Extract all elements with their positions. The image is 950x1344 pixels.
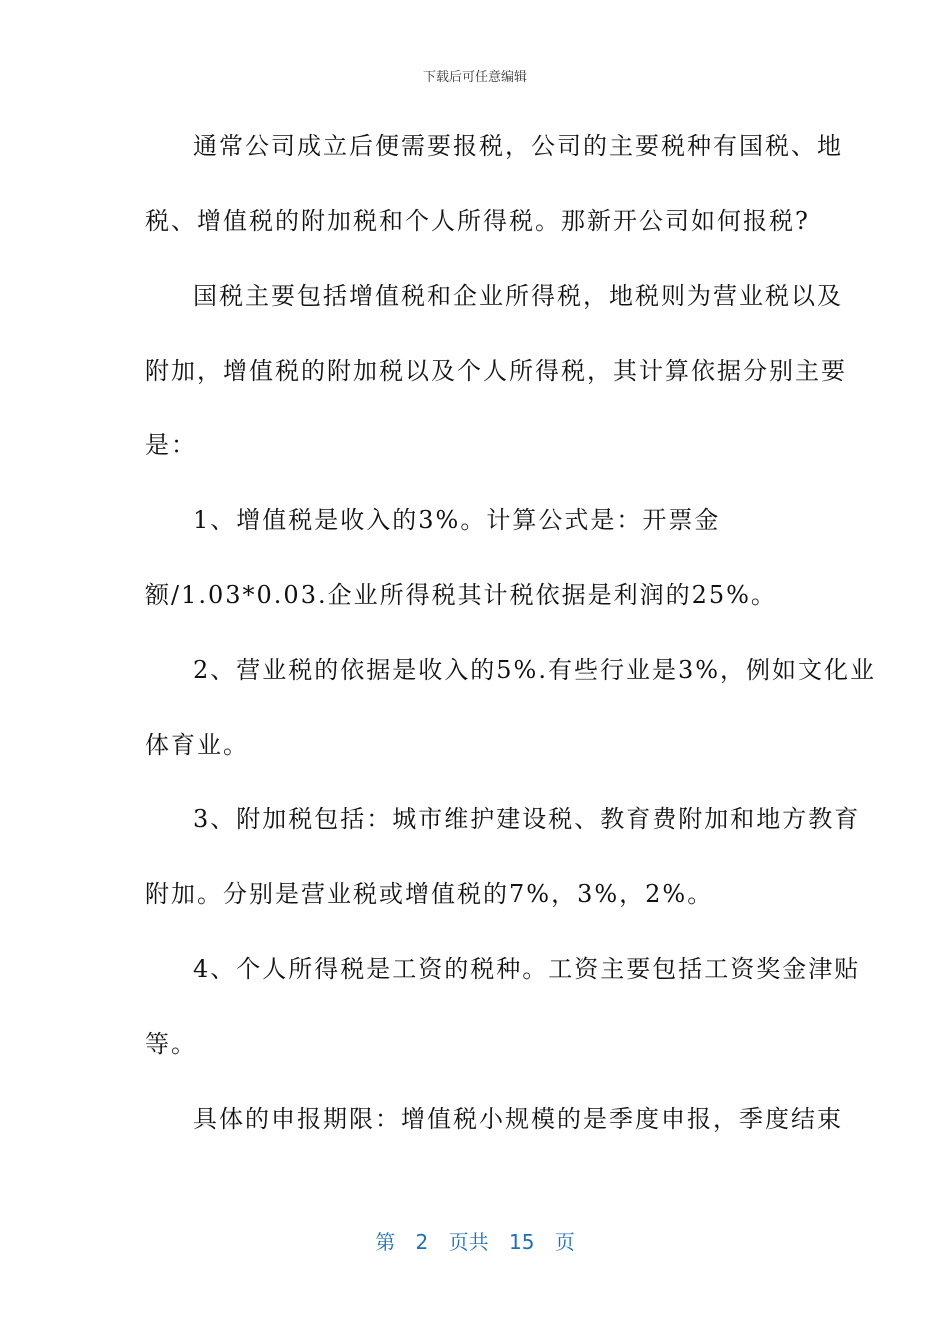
text-line: 4、个人所得税是工资的税种。工资主要包括工资奖金津贴	[193, 955, 861, 983]
text-line: 是：	[145, 431, 197, 459]
text-line: 通常公司成立后便需要报税，公司的主要税种有国税、地	[193, 132, 843, 160]
text-line: 附加，增值税的附加税以及个人所得税，其计算依据分别主要	[145, 357, 847, 385]
total-page-count: 15	[509, 1230, 535, 1254]
page-footer	[0, 1226, 950, 1255]
footer-middle: 页共	[448, 1230, 489, 1254]
text-line: 附加。分别是营业税或增值税的7%，3%，2%。	[145, 880, 714, 908]
footer-suffix: 页	[554, 1230, 575, 1254]
footer-prefix: 第	[375, 1230, 396, 1254]
text-line: 额/1.03*0.03.企业所得税其计税依据是利润的25%。	[145, 581, 777, 609]
text-line: 税、增值税的附加税和个人所得税。那新开公司如何报税?	[145, 207, 810, 235]
current-page-number: 2	[415, 1230, 429, 1254]
text-line: 3、附加税包括：城市维护建设税、教育费附加和地方教育	[193, 805, 861, 833]
text-line: 体育业。	[145, 731, 249, 759]
text-line: 1、增值税是收入的3%。计算公式是：开票金	[193, 506, 721, 534]
page-header: 下载后可任意编辑	[422, 70, 527, 85]
text-line: 国税主要包括增值税和企业所得税，地税则为营业税以及	[193, 282, 843, 310]
text-line: 具体的申报期限：增值税小规模的是季度申报，季度结束	[193, 1105, 843, 1133]
text-line: 2、营业税的依据是收入的5%.有些行业是3%，例如文化业	[193, 656, 877, 684]
text-line: 等。	[145, 1030, 197, 1058]
